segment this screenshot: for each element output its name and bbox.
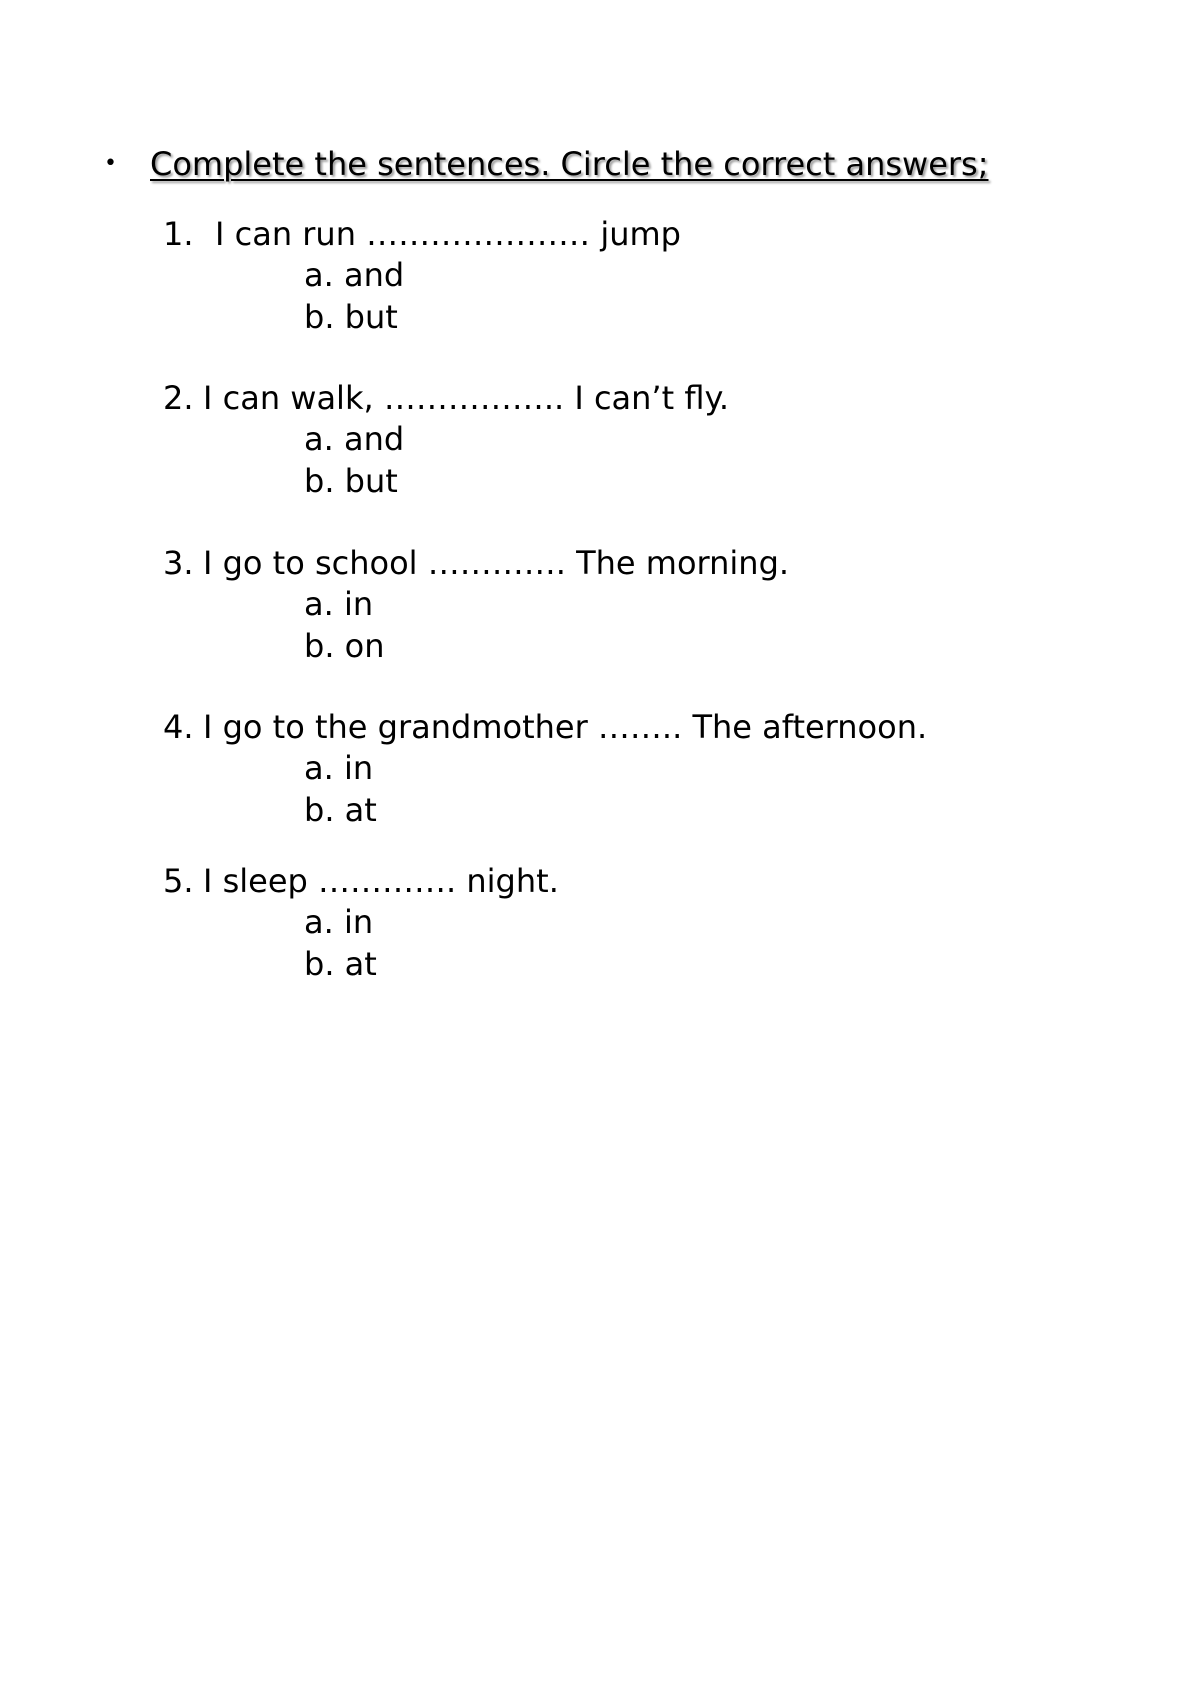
question-number: 3. (163, 544, 194, 582)
option-a[interactable]: a. and (304, 420, 405, 458)
option-a[interactable]: a. in (304, 903, 374, 941)
option-a[interactable]: a. and (304, 256, 405, 294)
question-sentence: I go to the grandmother …….. The afternoon. (203, 708, 928, 746)
instruction (104, 144, 989, 184)
question-4 (163, 707, 1063, 831)
question-number: 2. (163, 379, 194, 417)
question-sentence-line (163, 861, 1063, 901)
question-sentence: I go to school …………. The morning. (203, 544, 790, 582)
question-number: 1. (163, 215, 194, 253)
question-sentence: I sleep …………. night. (203, 862, 559, 900)
question-number: 5. (163, 862, 194, 900)
question-sentence: I can run ………………… jump (215, 215, 681, 253)
instruction-text: Complete the sentences. Circle the correct answers; (150, 145, 989, 183)
question-sentence: I can walk, …………….. I can’t fly. (203, 379, 730, 417)
option-a[interactable]: a. in (304, 585, 374, 623)
option-a[interactable]: a. in (304, 749, 374, 787)
option-b[interactable]: b. on (304, 627, 385, 665)
question-5 (163, 861, 1063, 985)
question-sentence-line (163, 214, 1063, 254)
bullet-point: • (104, 151, 117, 176)
question-sentence-line (163, 378, 1063, 418)
question-3 (163, 543, 1063, 667)
question-sentence-line (163, 707, 1063, 747)
option-b[interactable]: b. but (304, 298, 398, 336)
question-number: 4. (163, 708, 194, 746)
option-b[interactable]: b. at (304, 791, 377, 829)
option-b[interactable]: b. but (304, 462, 398, 500)
question-sentence-line (163, 543, 1063, 583)
option-b[interactable]: b. at (304, 945, 377, 983)
question-1 (163, 214, 1063, 338)
question-2 (163, 378, 1063, 502)
